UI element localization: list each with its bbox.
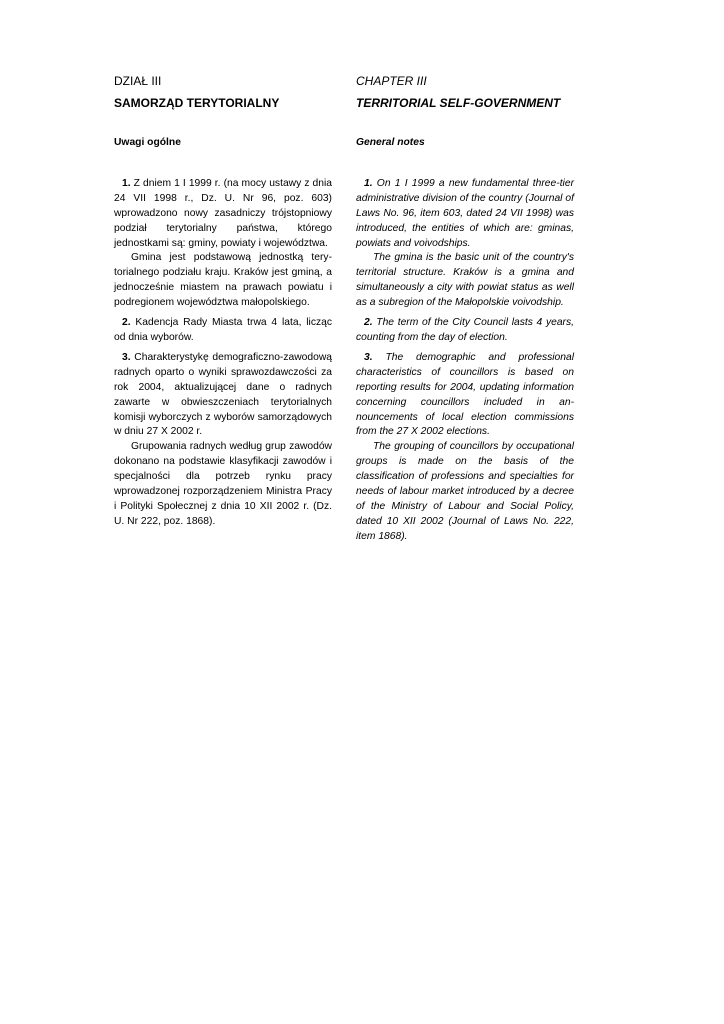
paragraph-3 <box>356 351 574 440</box>
paragraph-text: The gmina is the basic unit of the country's territorial structure. Kraków is a gmina and simultaneously a city with powiat status as well as a subregion of the Małopolskie voivodship. <box>356 252 574 309</box>
chapter-heading: DZIAŁ III <box>114 74 162 88</box>
section-subtitle: Uwagi ogólne <box>114 137 181 148</box>
paragraph-text: On 1 I 1999 a new fundamental three-tier administrative division of the country (Journal of Laws No. 96, item 603, dated 24 VII 1998) was introduced, the entities of which are: gminas, powiats and voivodships. <box>356 177 574 249</box>
section-subtitle: General notes <box>356 137 425 148</box>
english-column <box>356 74 574 545</box>
paragraph-text: Gmina jest podstawową jednostką terytorialnego podziału kraju. Kraków jest gminą, a jednocześnie miastem na prawach powiatu i podregionem województwa małopolskiego. <box>114 252 332 309</box>
paragraph-text: The demographic and professional characteristics of councillors is based on reporting results for 2004, updating information concerning councillors included in announcements of local election commissions from the 27 X 2002 elections. <box>356 351 574 438</box>
paragraph-number: 1. <box>122 177 131 189</box>
paragraph-1-continuation <box>356 251 574 311</box>
paragraph-text: Kadencja Rady Miasta trwa 4 lata, licząc od dnia wyborów. <box>114 317 332 343</box>
paragraph-text: Charakterystykę demograficzno-zawodową radnych oparto o wyniki sprawozdawczości za rok 2004, aktualizującej dane o radnych zawarte w obwieszczeniach terytorialnych komisji wyborczych z wyborów samorządowych w dniu 27 X 2002 r. <box>114 351 332 438</box>
paragraph-2 <box>114 316 332 346</box>
paragraph-number: 2. <box>122 317 131 329</box>
paragraph-3-continuation <box>114 440 332 529</box>
paragraph-1 <box>114 177 332 252</box>
paragraph-2 <box>356 316 574 346</box>
chapter-title: TERRITORIAL SELF-GOVERNMENT <box>356 96 561 110</box>
paragraph-number: 3. <box>122 351 131 363</box>
paragraph-text: The grouping of councillors by occupational groups is made on the basis of the classification of professions and specialties for needs of labour market introduced by a decree of the Ministry of Labour and Social Policy, dated 10 XII 2002 (Journal of Laws No. 222, item 1868). <box>356 441 574 542</box>
paragraph-number: 3. <box>364 351 373 363</box>
paragraph-number: 2. <box>364 317 373 329</box>
polish-column <box>114 74 332 530</box>
paragraph-3 <box>114 351 332 440</box>
paragraph-number: 1. <box>364 177 373 189</box>
chapter-heading: CHAPTER III <box>356 74 427 88</box>
paragraph-text: Z dniem 1 I 1999 r. (na mocy ustawy z dnia 24 VII 1998 r., Dz. U. Nr 96, poz. 603) wprowadzono nowy zasadniczy trójstopniowy podział terytorialny państwa, którego jednostkami są: gminy, powiaty i województwa. <box>114 177 332 249</box>
paragraph-text: Grupowania radnych według grup zawodów dokonano na podstawie klasyfikacji zawodów i specjalności dla potrzeb rynku pracy wprowadzonej rozporządzeniem Ministra Pracy i Polityki Społecznej z dnia 10 XII 2002 r. (Dz. U. Nr 222, poz. 1868). <box>114 441 332 527</box>
paragraph-1-continuation <box>114 251 332 311</box>
chapter-title: SAMORZĄD TERYTORIALNY <box>114 96 280 110</box>
paragraph-3-continuation <box>356 440 574 544</box>
paragraph-1 <box>356 177 574 252</box>
paragraph-text: The term of the City Council lasts 4 years, counting from the day of election. <box>356 317 574 343</box>
